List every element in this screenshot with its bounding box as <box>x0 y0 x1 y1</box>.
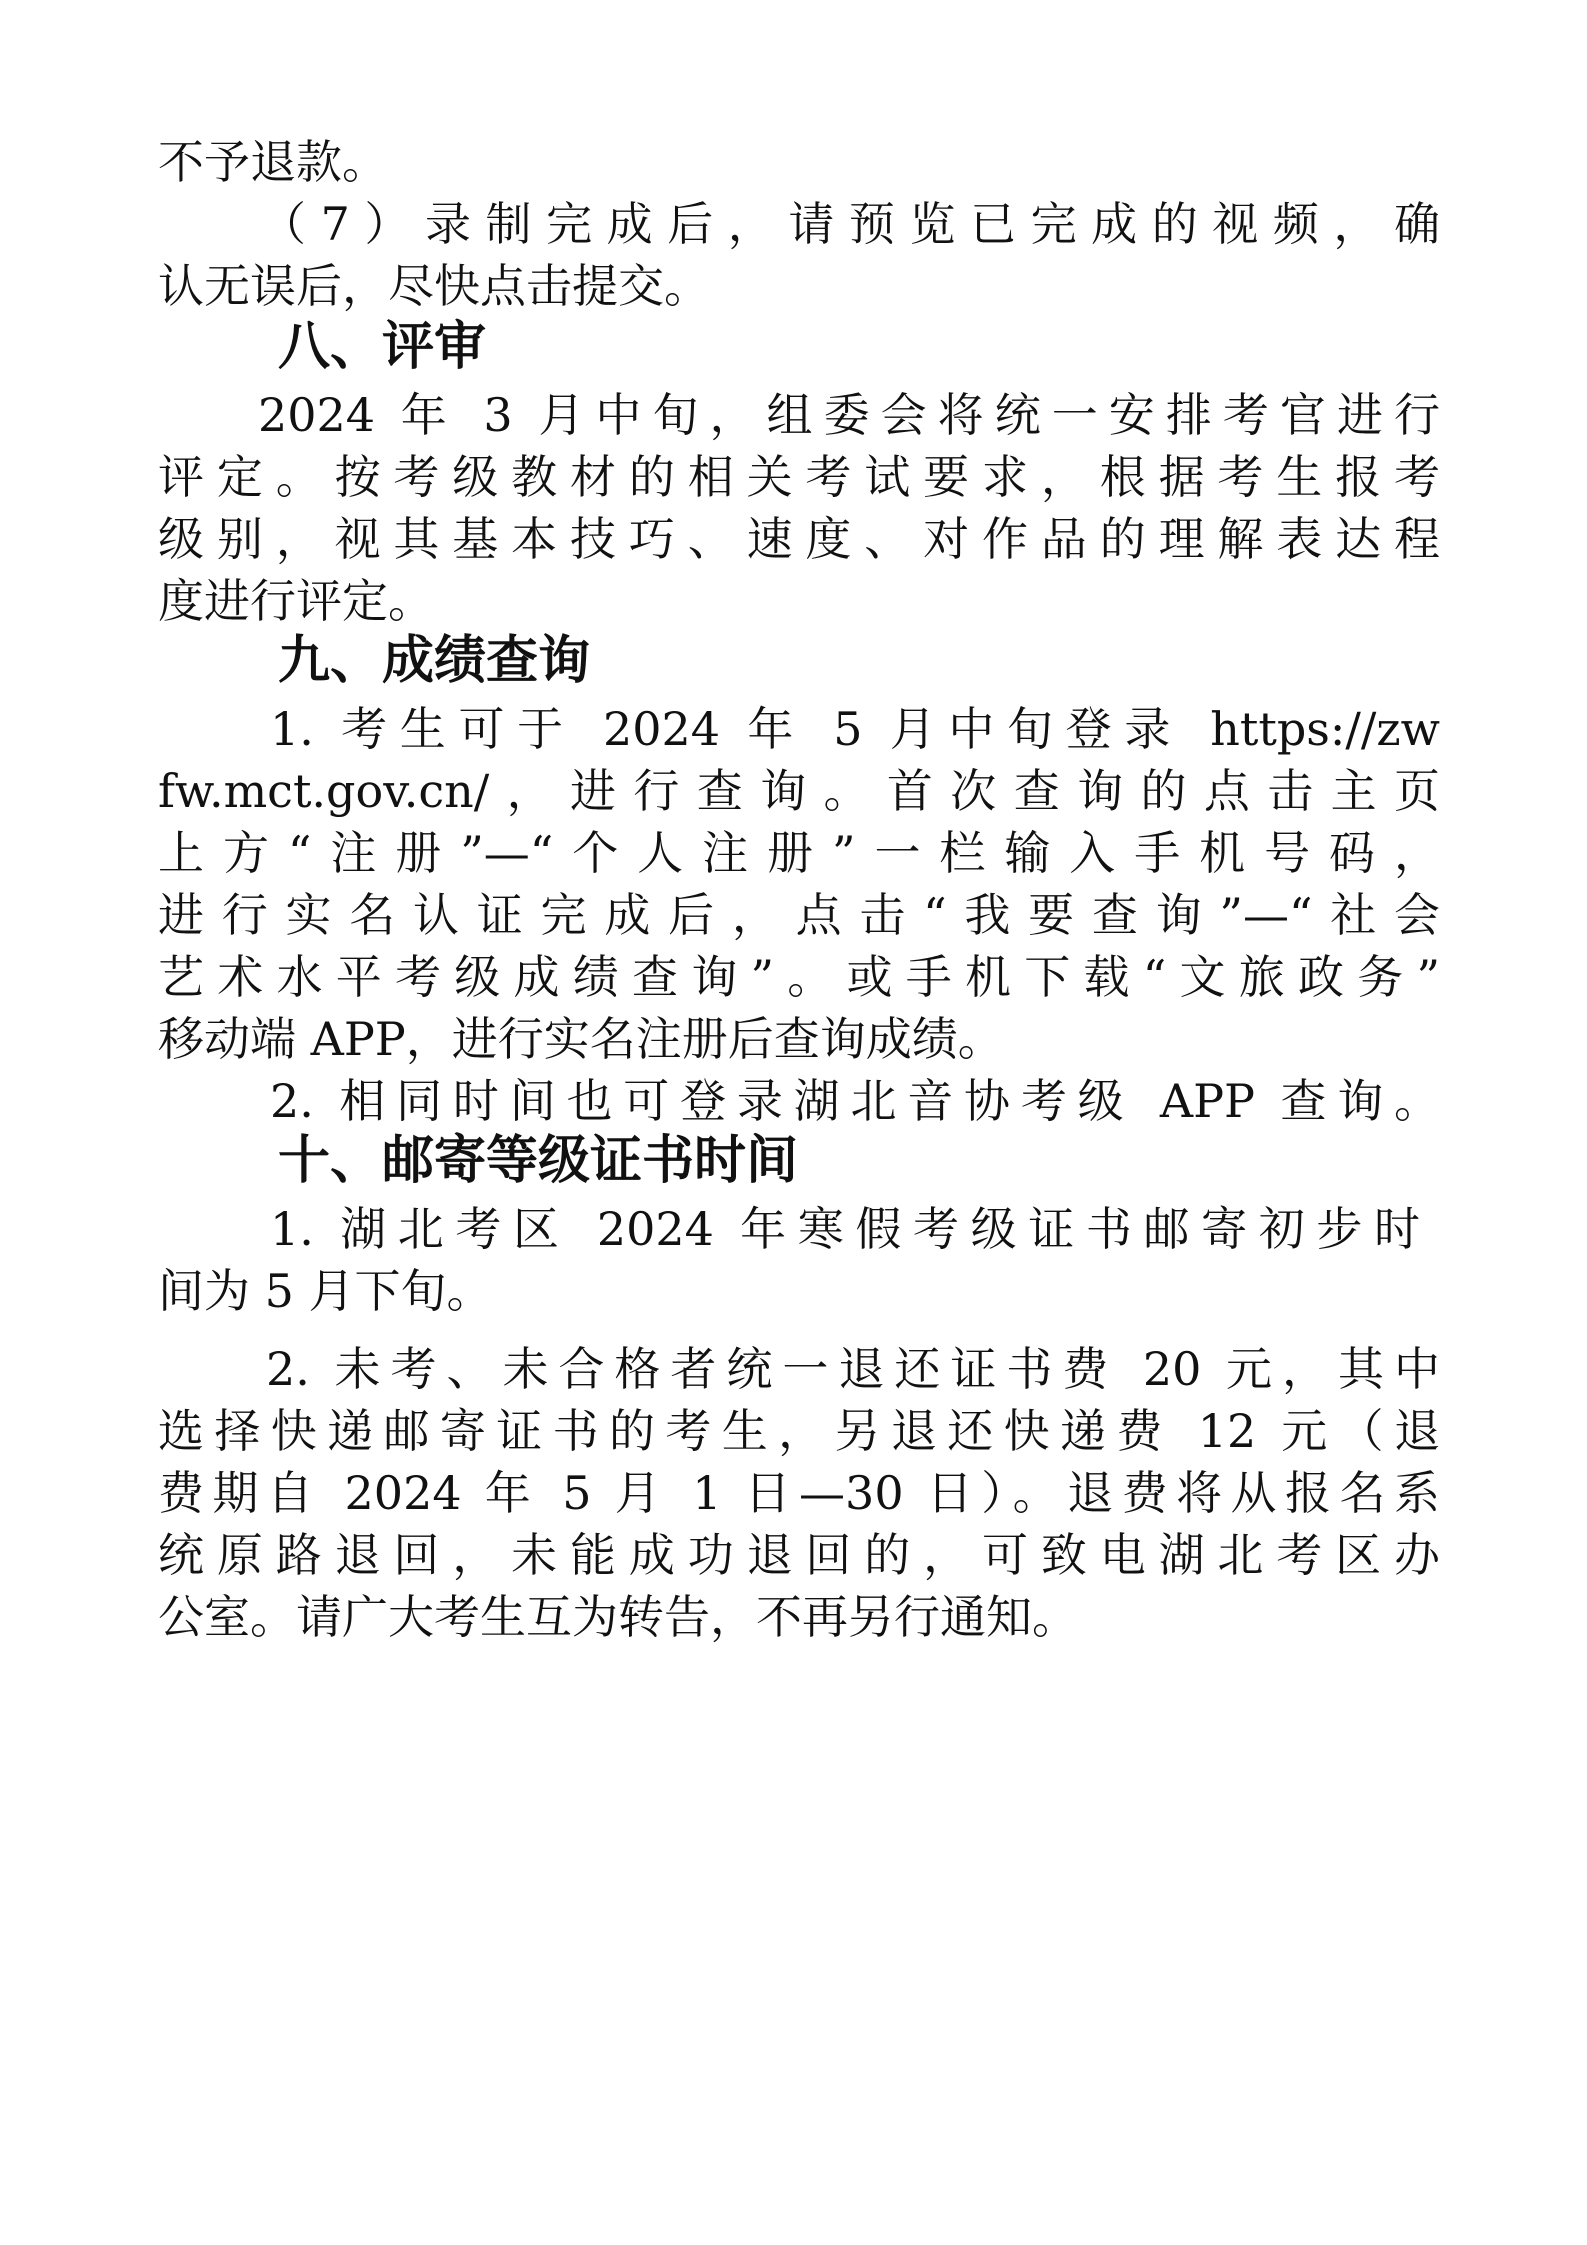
paragraph-line: 选择快递邮寄证书的考生，另退还快递费 12 元（退 <box>158 1404 1440 1458</box>
paragraph-line: 度进行评定。 <box>158 574 434 628</box>
paragraph-line: 上方“注册”—“个人注册”一栏输入手机号码， <box>158 826 1440 880</box>
paragraph-line: 2. 未考、未合格者统一退还证书费 20 元，其中 <box>266 1342 1440 1396</box>
paragraph-line: 评定。按考级教材的相关考试要求，根据考生报考 <box>158 450 1440 504</box>
paragraph-line: 认无误后，尽快点击提交。 <box>158 259 710 313</box>
paragraph-line: 进行实名认证完成后，点击“我要查询”—“社会 <box>158 888 1440 942</box>
paragraph-line: 1. 考生可于 2024 年 5 月中旬登录 https://zw <box>270 702 1440 756</box>
paragraph-line: 级别，视其基本技巧、速度、对作品的理解表达程 <box>158 512 1440 566</box>
paragraph-line: （7）录制完成后，请预览已完成的视频，确 <box>260 197 1440 251</box>
paragraph-line: 间为 5 月下旬。 <box>158 1264 493 1318</box>
paragraph-line: 艺术水平考级成绩查询”。或手机下载“文旅政务” <box>158 950 1440 1004</box>
paragraph-line: 不予退款。 <box>158 135 388 189</box>
section-heading-review: 八、评审 <box>278 317 487 377</box>
paragraph-line: 移动端 APP，进行实名注册后查询成绩。 <box>158 1012 1004 1066</box>
paragraph-line: 1. 湖北考区 2024 年寒假考级证书邮寄初步时 <box>270 1202 1420 1256</box>
paragraph-line: 公室。请广大考生互为转告，不再另行通知。 <box>158 1590 1078 1644</box>
paragraph-line: fw.mct.gov.cn/，进行查询。首次查询的点击主页 <box>158 764 1440 818</box>
section-heading-score-query: 九、成绩查询 <box>278 631 591 691</box>
paragraph-line: 费期自 2024 年 5 月 1 日—30 日）。退费将从报名系 <box>158 1466 1440 1520</box>
paragraph-line: 2024 年 3 月中旬，组委会将统一安排考官进行 <box>258 388 1440 442</box>
paragraph-line: 2. 相同时间也可登录湖北音协考级 APP 查询。 <box>270 1074 1440 1128</box>
paragraph-line: 统原路退回，未能成功退回的，可致电湖北考区办 <box>158 1528 1440 1582</box>
section-heading-certificate-mailing: 十、邮寄等级证书时间 <box>278 1131 799 1191</box>
